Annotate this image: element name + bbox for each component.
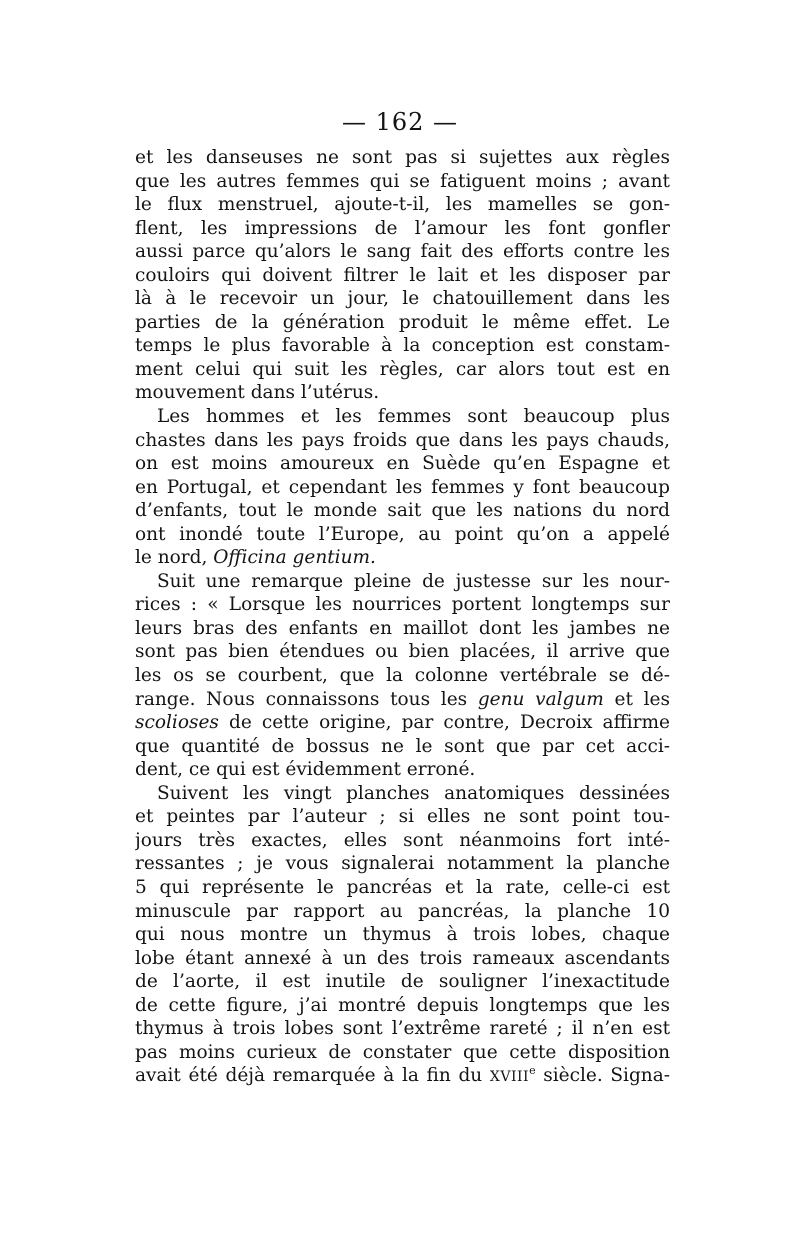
text-line: en Portugal, et cependant les femmes y font beaucoup (135, 476, 670, 498)
text-line: mouvement dans l’utérus. (135, 382, 380, 404)
italic-scolioses: scolioses (135, 712, 219, 734)
text-segment: avait été déjà remarquée à la fin du (135, 1065, 490, 1087)
text-line: thymus à trois lobes sont l’extrême rareté ; il n’en est (135, 1018, 670, 1040)
text-line: que quantité de bossus ne le sont que par cet acci- (135, 735, 670, 757)
text-line: aussi parce qu’alors le sang fait des efforts contre les (135, 241, 670, 263)
text-line: rices : « Lorsque les nourrices portent longtemps sur (135, 594, 670, 616)
text-line: de l’aorte, il est inutile de souligner l’inexactitude (135, 971, 670, 993)
text-line: qui nous montre un thymus à trois lobes, chaque (135, 924, 670, 946)
text-line: jours très exactes, elles sont néanmoins fort inté- (135, 829, 670, 851)
text-line: couloirs qui doivent filtrer le lait et les disposer par (135, 264, 670, 286)
text-segment: le nord, (135, 547, 214, 569)
italic-genu-valgum: genu valgum (477, 688, 604, 710)
text-line: pas moins curieux de constater que cette disposition (135, 1041, 670, 1063)
paragraph-start-line: Suit une remarque pleine de justesse sur les nour- (157, 570, 670, 592)
text-line-scolioses (135, 711, 670, 735)
text-line: dent, ce qui est évidemment erroné. (135, 759, 476, 781)
text-line: les os se courbent, que la colonne vertébrale se dé- (135, 665, 670, 687)
text-line: et peintes par l’auteur ; si elles ne sont point tou- (135, 806, 670, 828)
century-superscript: e (529, 1064, 536, 1078)
text-line: minuscule par rapport au pancréas, la planche 10 (135, 900, 670, 922)
text-line: 5 qui représente le pancréas et la rate, celle-ci est (135, 876, 670, 898)
text-line: parties de la génération produit le même effet. Le (135, 311, 670, 333)
text-line: là à le recevoir un jour, le chatouillement dans les (135, 288, 670, 310)
text-line: temps le plus favorable à la conception est constam- (135, 335, 670, 357)
text-line: que les autres femmes qui se fatiguent moins ; avant (135, 170, 670, 192)
text-line-century (135, 1064, 670, 1088)
text-line: et les danseuses ne sont pas si sujettes aux règles (135, 147, 670, 168)
text-line: flent, les impressions de l’amour les font gonfler (135, 217, 670, 239)
page-number: — 162 — (341, 108, 459, 136)
text-line: d’enfants, tout le monde sait que les nations du nord (135, 500, 670, 522)
paragraph-start-line: Suivent les vingt planches anatomiques dessinées (157, 782, 670, 804)
text-line: de cette figure, j’ai montré depuis longtemps que les (135, 994, 670, 1016)
text-line: chastes dans les pays froids que dans les pays chauds, (135, 429, 670, 451)
text-line: le flux menstruel, ajoute-t-il, les mamelles se gon- (135, 194, 670, 216)
text-segment: siècle. Signa- (535, 1065, 670, 1087)
italic-officina: Officina gentium. (213, 547, 376, 569)
text-segment: de cette origine, par contre, Decroix affirme (229, 712, 670, 734)
century-numeral: XVIII (489, 1069, 530, 1086)
text-line: ment celui qui suit les règles, car alors tout est en (135, 358, 670, 380)
text-line-officina (135, 546, 670, 570)
text-line: ressantes ; je vous signalerai notamment la planche (135, 853, 670, 875)
body-text (135, 146, 670, 1088)
text-segment: et les (603, 688, 670, 710)
text-line: ont inondé toute l’Europe, au point qu’on a appelé (135, 523, 670, 545)
text-line: sont pas bien étendues ou bien placées, il arrive que (135, 641, 670, 663)
text-line-genu (135, 688, 670, 712)
text-line: lobe étant annexé à un des trois rameaux ascendants (135, 947, 670, 969)
text-segment: range. Nous connaissons tous les (135, 688, 478, 710)
text-line: leurs bras des enfants en maillot dont les jambes ne (135, 617, 670, 639)
paragraph-start-line: Les hommes et les femmes sont beaucoup plus (157, 406, 670, 428)
text-line: on est moins amoureux en Suède qu’en Espagne et (135, 453, 670, 475)
